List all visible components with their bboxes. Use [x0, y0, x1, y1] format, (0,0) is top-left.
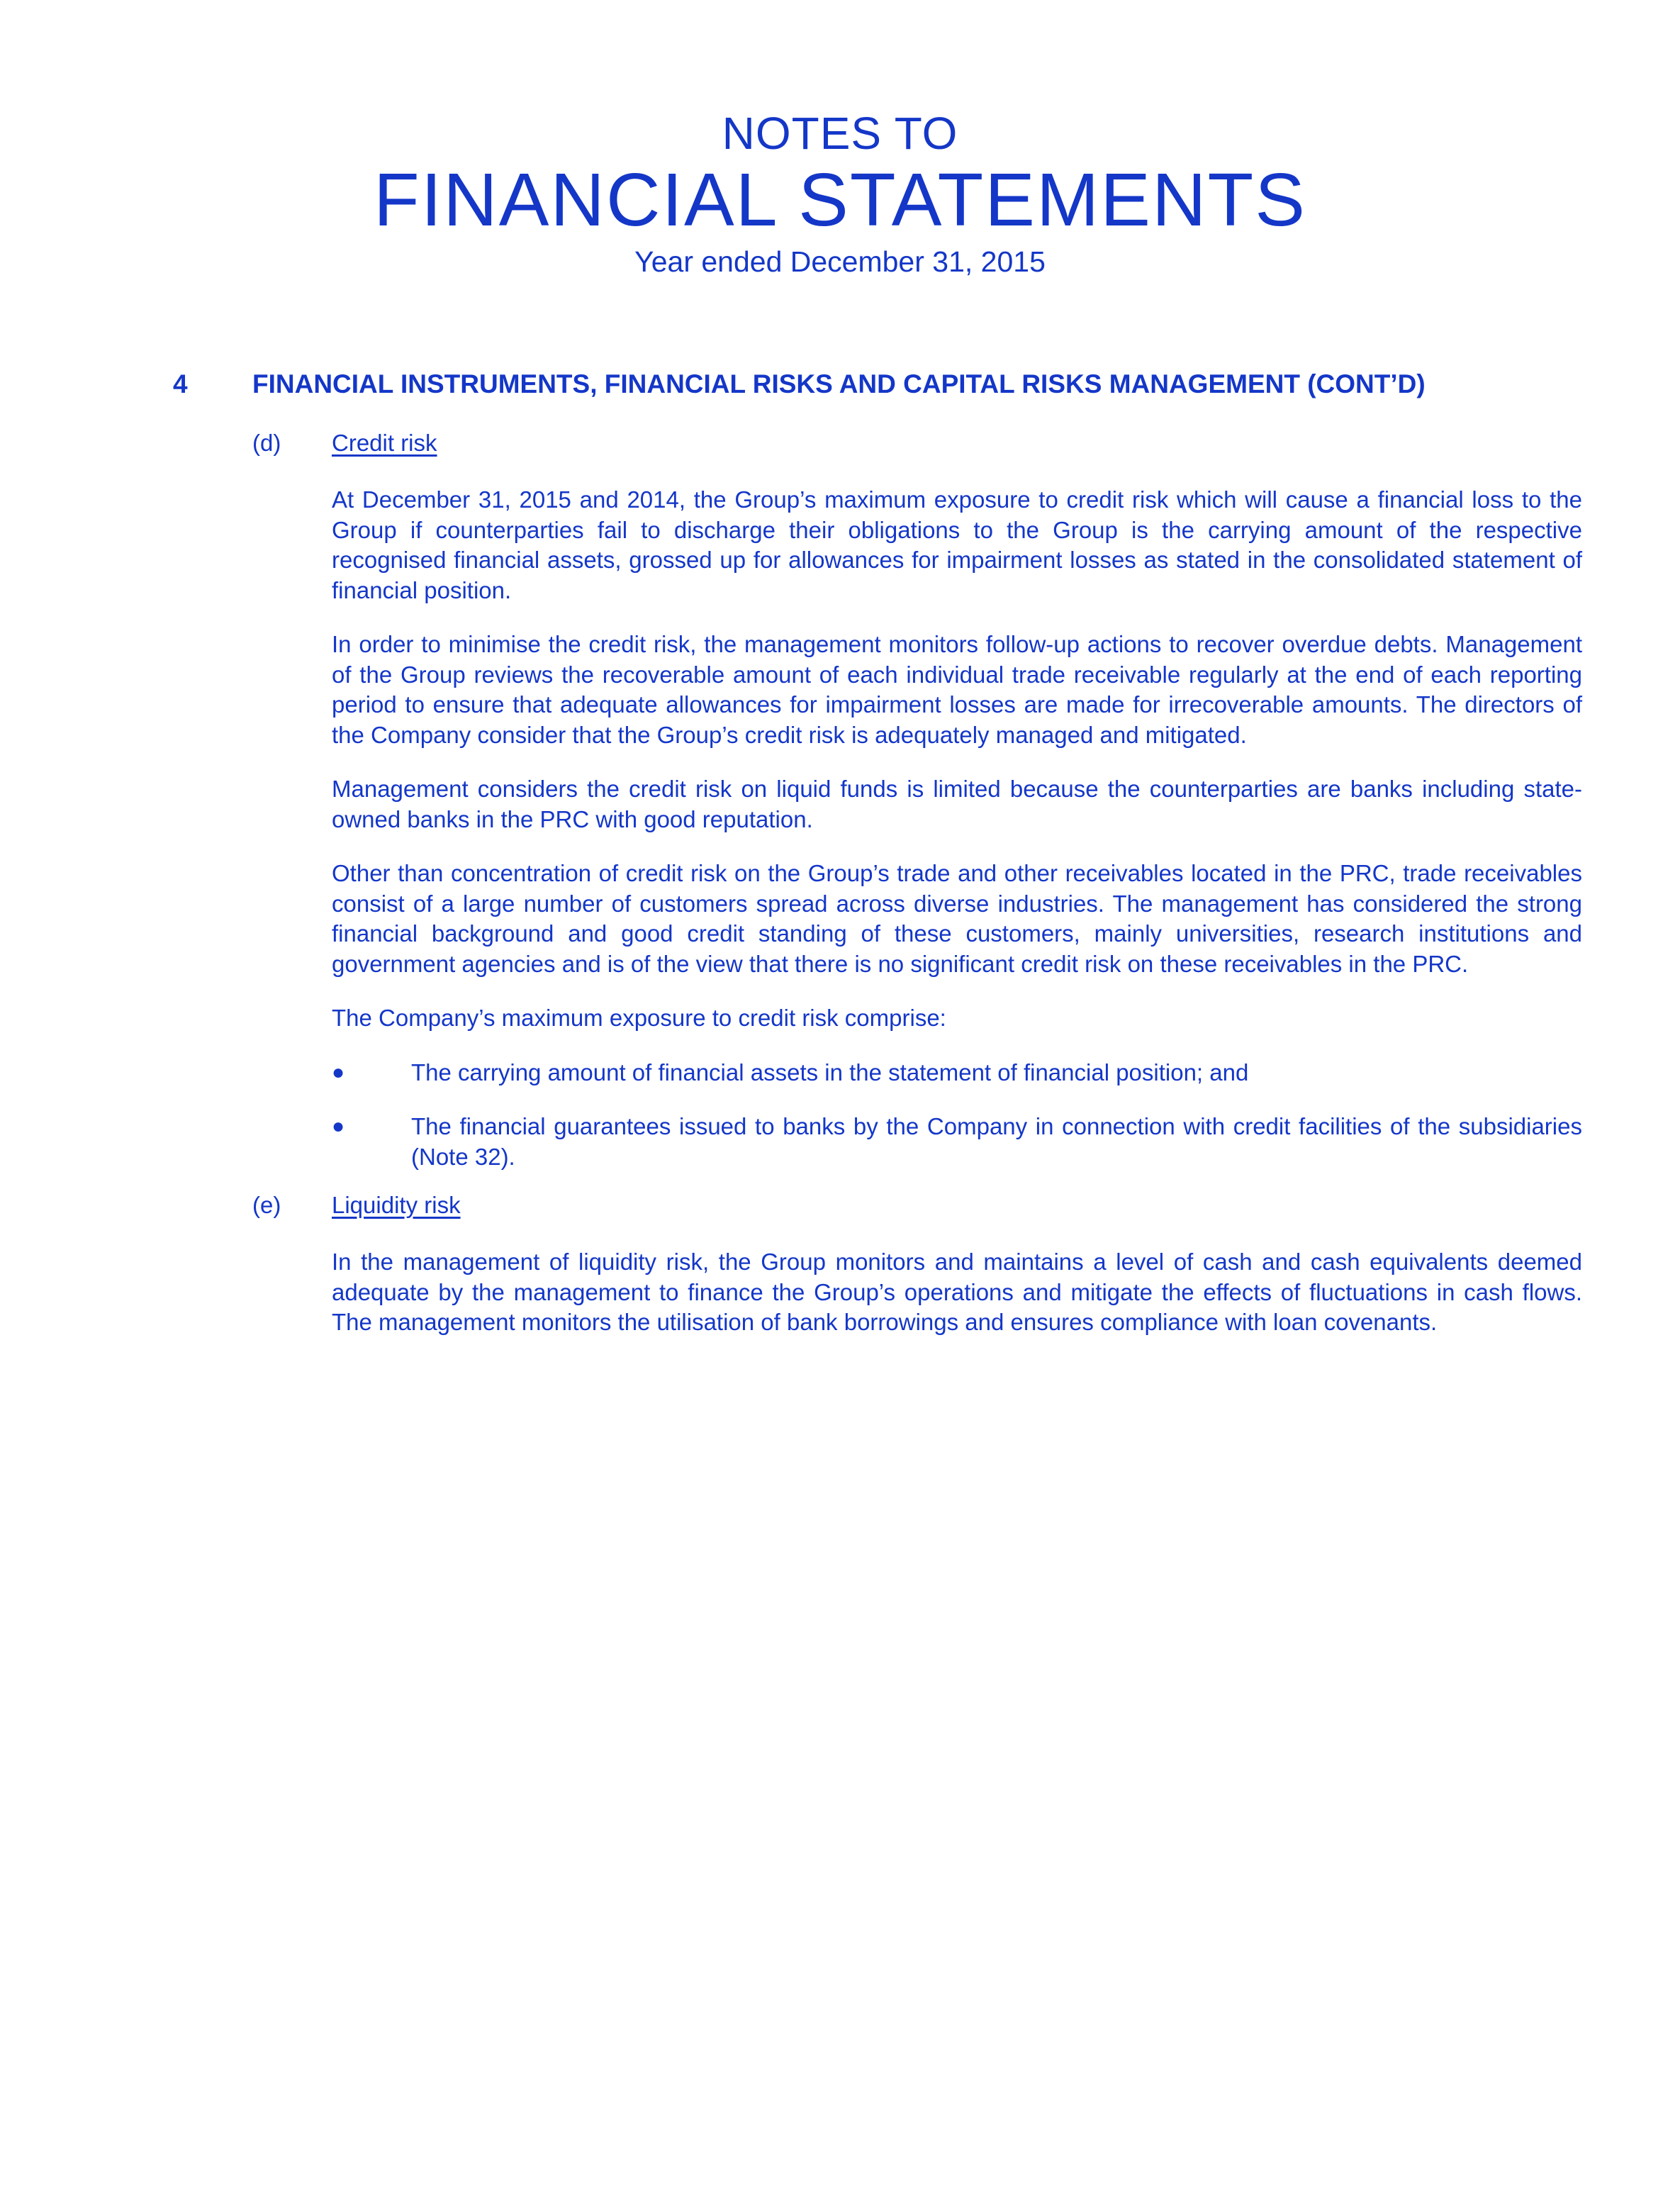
notes-content — [0, 425, 1680, 1338]
credit-risk-paragraph: The Company’s maximum exposure to credit risk comprise: — [332, 1005, 946, 1031]
header-year-ended: Year ended December 31, 2015 — [634, 245, 1046, 278]
section-title: FINANCIAL INSTRUMENTS, FINANCIAL RISKS AND CAPITAL RISKS MANAGEMENT (CONT’D) — [252, 369, 1426, 398]
bullet-icon: ● — [332, 1115, 345, 1138]
section-number: 4 — [173, 369, 188, 398]
exposure-list-item — [332, 1112, 1582, 1172]
credit-risk-letter: (d) — [252, 430, 281, 456]
credit-risk-paragraph: At December 31, 2015 and 2014, the Group’s maximum exposure to credit risk which will cause a financial loss to the Group if counterparties fail to discharge their obligations to the Group is the carrying amount of the respective recognised financial assets, grossed up for allowances for impairment losses as stated in the consolidated statement of financial position. — [332, 486, 1582, 603]
page-header — [0, 106, 1680, 281]
credit-risk-heading — [252, 425, 1582, 461]
exposure-list-item — [332, 1058, 1582, 1088]
liquidity-risk-paragraph: In the management of liquidity risk, the Group monitors and maintains a level of cash and cash equivalents deemed adequate by the management to finance the Group’s operations and mitigate the effects of fluctuations in cash flows. The management monitors the utilisation of bank borrowings and ensures compliance with loan covenants. — [332, 1249, 1582, 1335]
credit-risk-paragraph: Management considers the credit risk on liquid funds is limited because the counterparties are banks including state-owned banks in the PRC with good reputation. — [332, 776, 1582, 832]
credit-risk-section — [252, 425, 1582, 1172]
header-notes-to: NOTES TO — [722, 108, 958, 159]
header-financial-statements: FINANCIAL STATEMENTS — [373, 158, 1307, 242]
credit-risk-paragraph: Other than concentration of credit risk on the Group’s trade and other receivables located in the PRC, trade receivables consist of a large number of customers spread across diverse industries. The management has considered the strong financial background and good credit standing of these customers, mainly universities, research institutions and government agencies and is of the view that there is no significant credit risk on these receivables in the PRC. — [332, 860, 1582, 977]
exposure-list-text: The financial guarantees issued to banks by the Company in connection with credit facilities of the subsidiaries (Note 32). — [411, 1113, 1582, 1170]
credit-risk-paragraph: In order to minimise the credit risk, the management monitors follow-up actions to recover overdue debts. Management of the Group reviews the recoverable amount of each individual trade receivable regularly at the end of each reporting period to ensure that adequate allowances for impairment losses are made for irrecoverable amounts. The directors of the Company consider that the Group’s credit risk is adequately managed and mitigated. — [332, 631, 1582, 748]
exposure-list-text: The carrying amount of financial assets in the statement of financial position; and — [411, 1059, 1249, 1085]
liquidity-risk-title: Liquidity risk — [332, 1192, 461, 1218]
bullet-icon: ● — [332, 1060, 345, 1084]
section-heading — [0, 363, 1680, 406]
liquidity-risk-letter: (e) — [252, 1192, 281, 1218]
liquidity-risk-heading — [252, 1188, 1582, 1223]
liquidity-risk-section — [252, 1188, 1582, 1338]
credit-risk-title: Credit risk — [332, 430, 437, 456]
